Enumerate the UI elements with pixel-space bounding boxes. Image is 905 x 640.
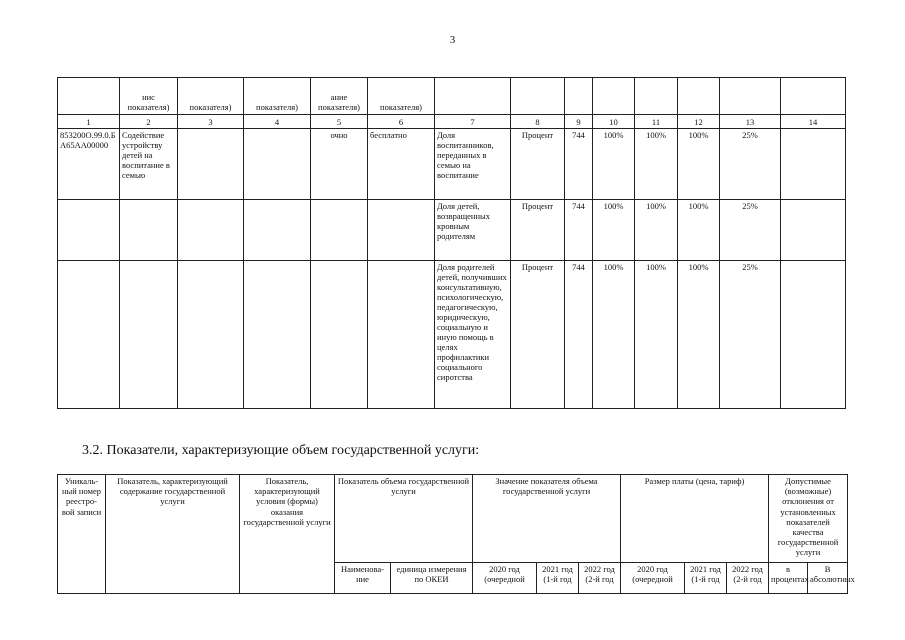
subheader-fee-2022: 2022 год (2-й год [727,563,769,594]
subheader-fee-2021: 2021 год (1-й год [685,563,727,594]
column-number: 10 [593,115,635,129]
table-row [58,200,846,261]
table-cell: 100% [593,261,635,409]
header-volume-indicator: Показатель объема государственной услуги [335,475,473,563]
table-header-row [58,475,848,563]
volume-indicators-table [57,474,855,594]
column-number: 13 [720,115,781,129]
section-title: 3.2. Показатели, характеризующие объем государственной услуги: [82,443,480,458]
header-cell [720,78,781,115]
column-number: 6 [368,115,435,129]
column-number: 1 [58,115,120,129]
quality-indicators-table [57,77,846,409]
table-cell: 100% [593,200,635,261]
table-cell [368,200,435,261]
table-cell: 25% [720,129,781,200]
table-cell [368,261,435,409]
header-cell [678,78,720,115]
subheader-name: Наименова-ние [335,563,391,594]
header-fee: Размер платы (цена, тариф) [621,475,769,563]
column-number: 7 [435,115,511,129]
header-cell [511,78,565,115]
subheader-value-2021: 2021 год (1-й год [537,563,579,594]
column-number: 4 [244,115,311,129]
table-cell: Процент [511,200,565,261]
table-cell [781,129,846,200]
table-cell: Доля детей, возвращенных кровным родителям [435,200,511,261]
table-row [58,129,846,200]
header-cell: нис показателя) [120,78,178,115]
table-cell: 100% [678,261,720,409]
header-cell [781,78,846,115]
subheader-unit: единица измерения по ОКЕИ [391,563,473,594]
table-cell [244,200,311,261]
header-deviation: Допустимые (возможные) отклонения от установленных показателей качества государственной услуги [769,475,848,563]
column-number: 8 [511,115,565,129]
table-cell: 100% [678,129,720,200]
table-cell [244,261,311,409]
table-cell: Доля воспитанников, переданных в семью на воспитание [435,129,511,200]
table-cell [311,261,368,409]
subheader-value-2022: 2022 год (2-й год [579,563,621,594]
table-cell: 100% [678,200,720,261]
table-cell: 100% [635,129,678,200]
table-cell: очно [311,129,368,200]
table-cell [178,129,244,200]
table-cell: 744 [565,200,593,261]
subheader-fee-2020: 2020 год (очередной [621,563,685,594]
header-conditions-indicator: Показатель, характеризующий условия (формы) оказания государственной услуги [240,475,335,594]
table-cell: 744 [565,261,593,409]
table-cell: 25% [720,261,781,409]
header-cell: ание показателя) [311,78,368,115]
table-cell [781,200,846,261]
header-unique-number: Уникаль-ный номер реестро-вой записи [58,475,106,594]
page-number: 3 [449,34,456,46]
column-number: 14 [781,115,846,129]
table-cell [178,200,244,261]
header-cell [565,78,593,115]
table-cell: Содействие устройству детей на воспитание в семью [120,129,178,200]
header-content-indicator: Показатель, характеризующий содержание государственной услуги [106,475,240,594]
header-cell [435,78,511,115]
table-cell [120,200,178,261]
table-cell [178,261,244,409]
table-cell [58,200,120,261]
table-cell: Процент [511,129,565,200]
table-row [58,261,846,409]
column-number-row [58,115,846,129]
header-cell: показателя) [244,78,311,115]
table-cell [120,261,178,409]
column-number: 12 [678,115,720,129]
table-cell: бесплатно [368,129,435,200]
column-number: 3 [178,115,244,129]
table-header-row [58,78,846,115]
header-cell [58,78,120,115]
subheader-value-2020: 2020 год (очередной [473,563,537,594]
header-cell [593,78,635,115]
header-cell: показателя) [368,78,435,115]
table-cell [781,261,846,409]
table-cell: Доля родителей детей, получивших консультативную, психологическую, педагогическую, юридическую, социальную и иную помощь в целях профилактики социального сиротства [435,261,511,409]
table-cell [58,261,120,409]
registry-number-cell: 853200О.99.0.БА65АА00000 [58,129,120,200]
table-cell [244,129,311,200]
table-cell: 100% [635,261,678,409]
table-cell: Процент [511,261,565,409]
column-number: 2 [120,115,178,129]
column-number: 11 [635,115,678,129]
subheader-absolute: В абсолютных [808,563,848,594]
table-cell: 744 [565,129,593,200]
header-cell: показателя) [178,78,244,115]
column-number: 9 [565,115,593,129]
header-cell [635,78,678,115]
table-cell [311,200,368,261]
table-cell: 100% [593,129,635,200]
header-volume-value: Значение показателя объема государственной услуги [473,475,621,563]
column-number: 5 [311,115,368,129]
subheader-percent: в процентах [769,563,808,594]
table-cell: 25% [720,200,781,261]
table-cell: 100% [635,200,678,261]
